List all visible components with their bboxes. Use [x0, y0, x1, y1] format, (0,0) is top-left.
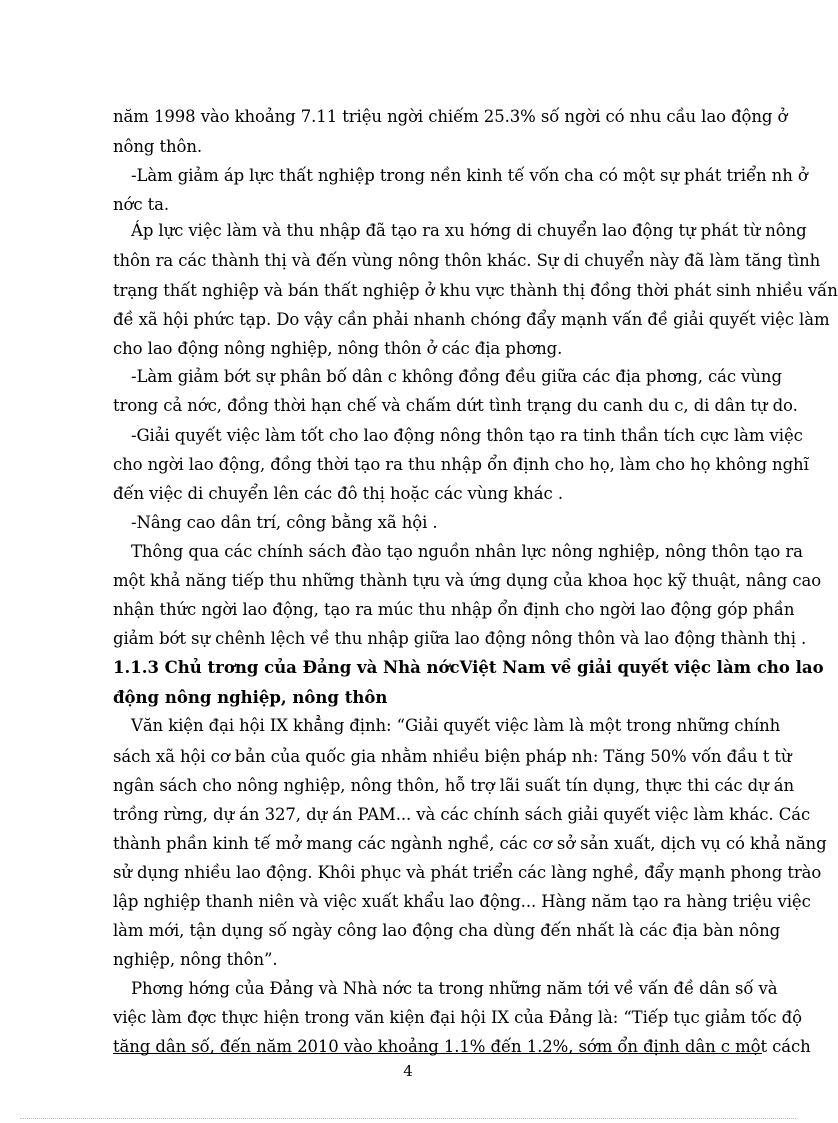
text-line: giảm bớt sự chênh lệch về thu nhập giữa lao động nông thôn và lao động thành thị .	[113, 629, 807, 648]
text-line: -Giải quyết việc làm tốt cho lao động nông thôn tạo ra tinh thần tích cực làm việc	[131, 426, 803, 445]
text-line: trồng rừng, dự án 327, dự án PAM... và các chính sách giải quyết việc làm khác. Các	[113, 805, 811, 824]
footer-rule	[113, 1053, 762, 1054]
text-line: -Làm giảm áp lực thất nghiệp trong nền kinh tế vốn cha có một sự phát triển nh ở	[131, 166, 808, 185]
text-line: thôn ra các thành thị và đến vùng nông thôn khác. Sự di chuyển này đã làm tăng tình	[113, 251, 821, 270]
text-line: trạng thất nghiệp và bán thất nghiệp ở khu vực thành thị đồng thời phát sinh nhiều vấn	[113, 281, 838, 300]
text-line: sách xã hội cơ bản của quốc gia nhằm nhiều biện pháp nh: Tăng 50% vốn đầu t từ	[113, 747, 792, 766]
text-line: Thông qua các chính sách đào tạo nguồn nhân lực nông nghiệp, nông thôn tạo ra	[131, 542, 803, 561]
text-line: -Nâng cao dân trí, công bằng xã hội .	[131, 513, 438, 532]
text-line: Áp lực việc làm và thu nhập đã tạo ra xu hớng di chuyển lao động tự phát từ nông	[131, 221, 807, 240]
heading-line: động nông nghiệp, nông thôn	[113, 688, 388, 707]
text-line: -Làm giảm bớt sự phân bố dân c không đồng đều giữa các địa phơng, các vùng	[131, 367, 782, 386]
page-number: 4	[403, 1062, 413, 1080]
text-line: đề xã hội phức tạp. Do vậy cần phải nhanh chóng đẩy mạnh vấn đề giải quyết việc làm	[113, 310, 830, 329]
page-edge-dotted-line	[20, 1118, 796, 1119]
text-line: ngân sách cho nông nghiệp, nông thôn, hỗ trợ lãi suất tín dụng, thực thi các dự án	[113, 776, 795, 795]
heading-line: 1.1.3 Chủ trơng của Đảng và Nhà nớcViệt Nam về giải quyết việc làm cho lao	[113, 658, 824, 677]
text-line: trong cả nớc, đồng thời hạn chế và chấm dứt tình trạng du canh du c, di dân tự do.	[113, 396, 798, 415]
text-line: cho ngời lao động, đồng thời tạo ra thu nhập ổn định cho họ, làm cho họ không nghĩ	[113, 455, 809, 474]
text-line: Văn kiện đại hội IX khẳng định: “Giải quyết việc làm là một trong những chính	[131, 716, 781, 735]
text-line: cho lao động nông nghiệp, nông thôn ở các địa phơng.	[113, 339, 563, 358]
text-line: nghiệp, nông thôn”.	[113, 950, 278, 969]
text-line: tăng dân số, đến năm 2010 vào khoảng 1.1% đến 1.2%, sớm ổn định dân c một cách	[113, 1037, 811, 1056]
text-line: nớc ta.	[113, 195, 170, 214]
text-line: nhận thức ngời lao động, tạo ra múc thu nhập ổn định cho ngời lao động góp phần	[113, 600, 795, 619]
text-line: một khả năng tiếp thu những thành tựu và ứng dụng của khoa học kỹ thuật, nâng cao	[113, 571, 822, 590]
text-line: đến việc di chuyển lên các đô thị hoặc các vùng khác .	[113, 484, 563, 503]
text-line: Phơng hớng của Đảng và Nhà nớc ta trong những năm tới về vấn đề dân số và	[131, 979, 778, 998]
text-line: việc làm đợc thực hiện trong văn kiện đại hội IX của Đảng là: “Tiếp tục giảm tốc độ	[113, 1008, 802, 1027]
text-line: năm 1998 vào khoảng 7.11 triệu ngời chiếm 25.3% số ngời có nhu cầu lao động ở	[113, 107, 788, 126]
text-line: nông thôn.	[113, 137, 203, 156]
text-line: thành phần kinh tế mở mang các ngành nghề, các cơ sở sản xuất, dịch vụ có khả năng	[113, 834, 827, 853]
text-line: lập nghiệp thanh niên và việc xuất khẩu lao động... Hàng năm tạo ra hàng triệu việc	[113, 892, 811, 911]
text-line: làm mới, tận dụng số ngày công lao động cha dùng đến nhất là các địa bàn nông	[113, 921, 781, 940]
text-line: sử dụng nhiều lao động. Khôi phục và phát triển các làng nghề, đẩy mạnh phong trào	[113, 863, 822, 882]
